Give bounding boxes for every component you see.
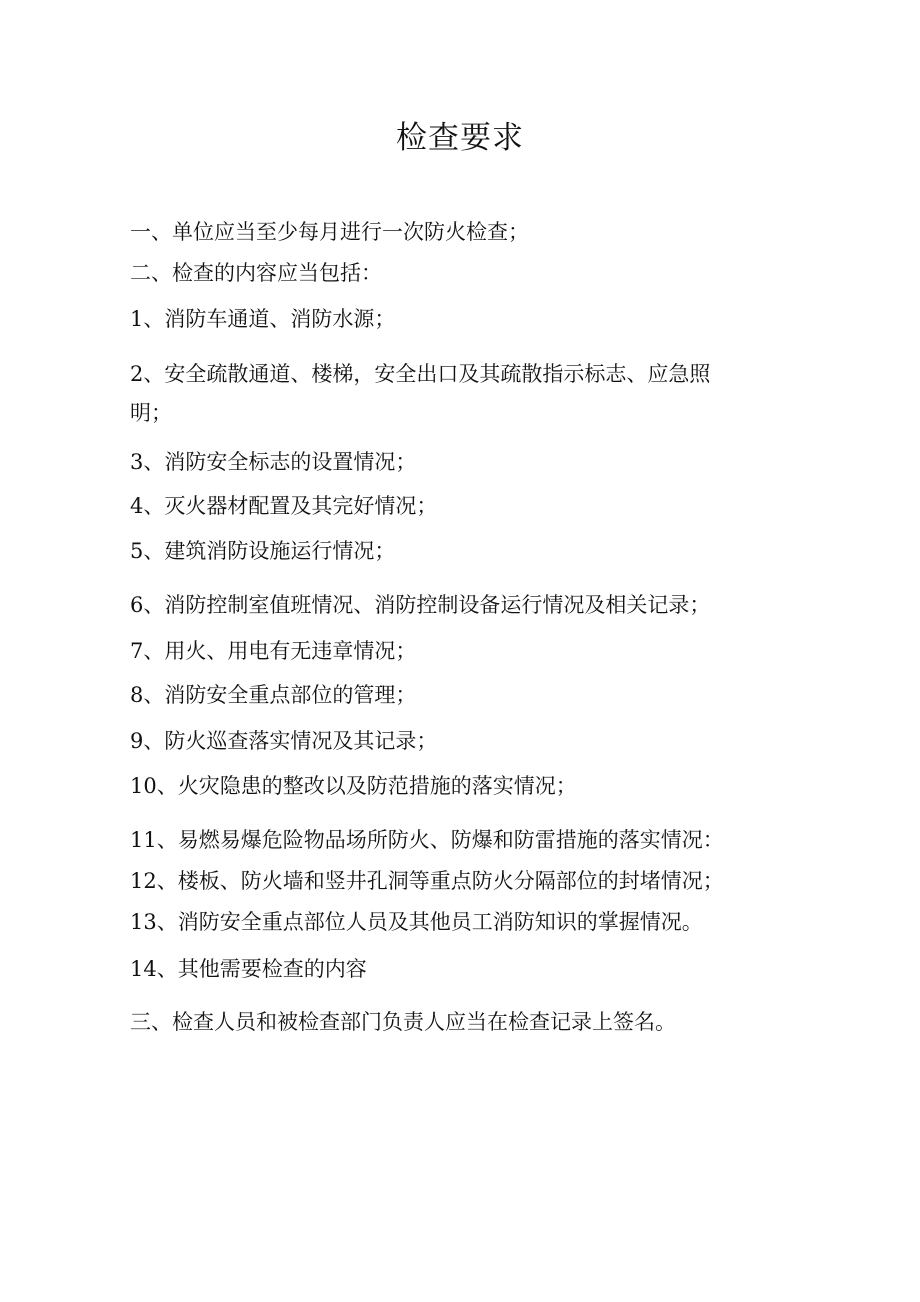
requirement-item-5: 5、建筑消防设施运行情况； xyxy=(130,539,396,563)
requirement-item-13: 13、消防安全重点部位人员及其他员工消防知识的掌握情况。 xyxy=(130,910,703,934)
requirement-item-14: 14、其他需要检查的内容 xyxy=(130,957,367,981)
document-title: 检查要求 xyxy=(396,120,524,156)
requirement-item-2: 2、安全疏散通道、楼梯，安全出口及其疏散指示标志、应急照 xyxy=(130,362,711,386)
requirement-line-2: 二、检查的内容应当包括： xyxy=(130,261,382,285)
requirement-line-1: 一、单位应当至少每月进行一次防火检查； xyxy=(130,220,529,244)
requirement-item-8: 8、消防安全重点部位的管理； xyxy=(130,683,417,707)
requirement-item-7: 7、用火、用电有无违章情况； xyxy=(130,639,417,663)
requirement-item-9: 9、防火巡查落实情况及其记录； xyxy=(130,729,438,753)
requirement-item-4: 4、灭火器材配置及其完好情况； xyxy=(130,494,438,518)
requirement-item-1: 1、消防车通道、消防水源； xyxy=(130,307,396,331)
requirement-item-10: 10、火灾隐患的整改以及防范措施的落实情况； xyxy=(130,774,577,798)
requirement-item-3: 3、消防安全标志的设置情况； xyxy=(130,450,417,474)
requirement-line-3: 三、检查人员和被检查部门负责人应当在检查记录上签名。 xyxy=(130,1010,676,1034)
requirement-item-2-continued: 明； xyxy=(130,401,172,425)
requirement-item-6: 6、消防控制室值班情况、消防控制设备运行情况及相关记录； xyxy=(130,593,711,617)
requirement-item-11: 11、易燃易爆危险物品场所防火、防爆和防雷措施的落实情况： xyxy=(130,828,724,852)
requirement-item-12: 12、楼板、防火墙和竖井孔洞等重点防火分隔部位的封堵情况； xyxy=(130,869,724,893)
